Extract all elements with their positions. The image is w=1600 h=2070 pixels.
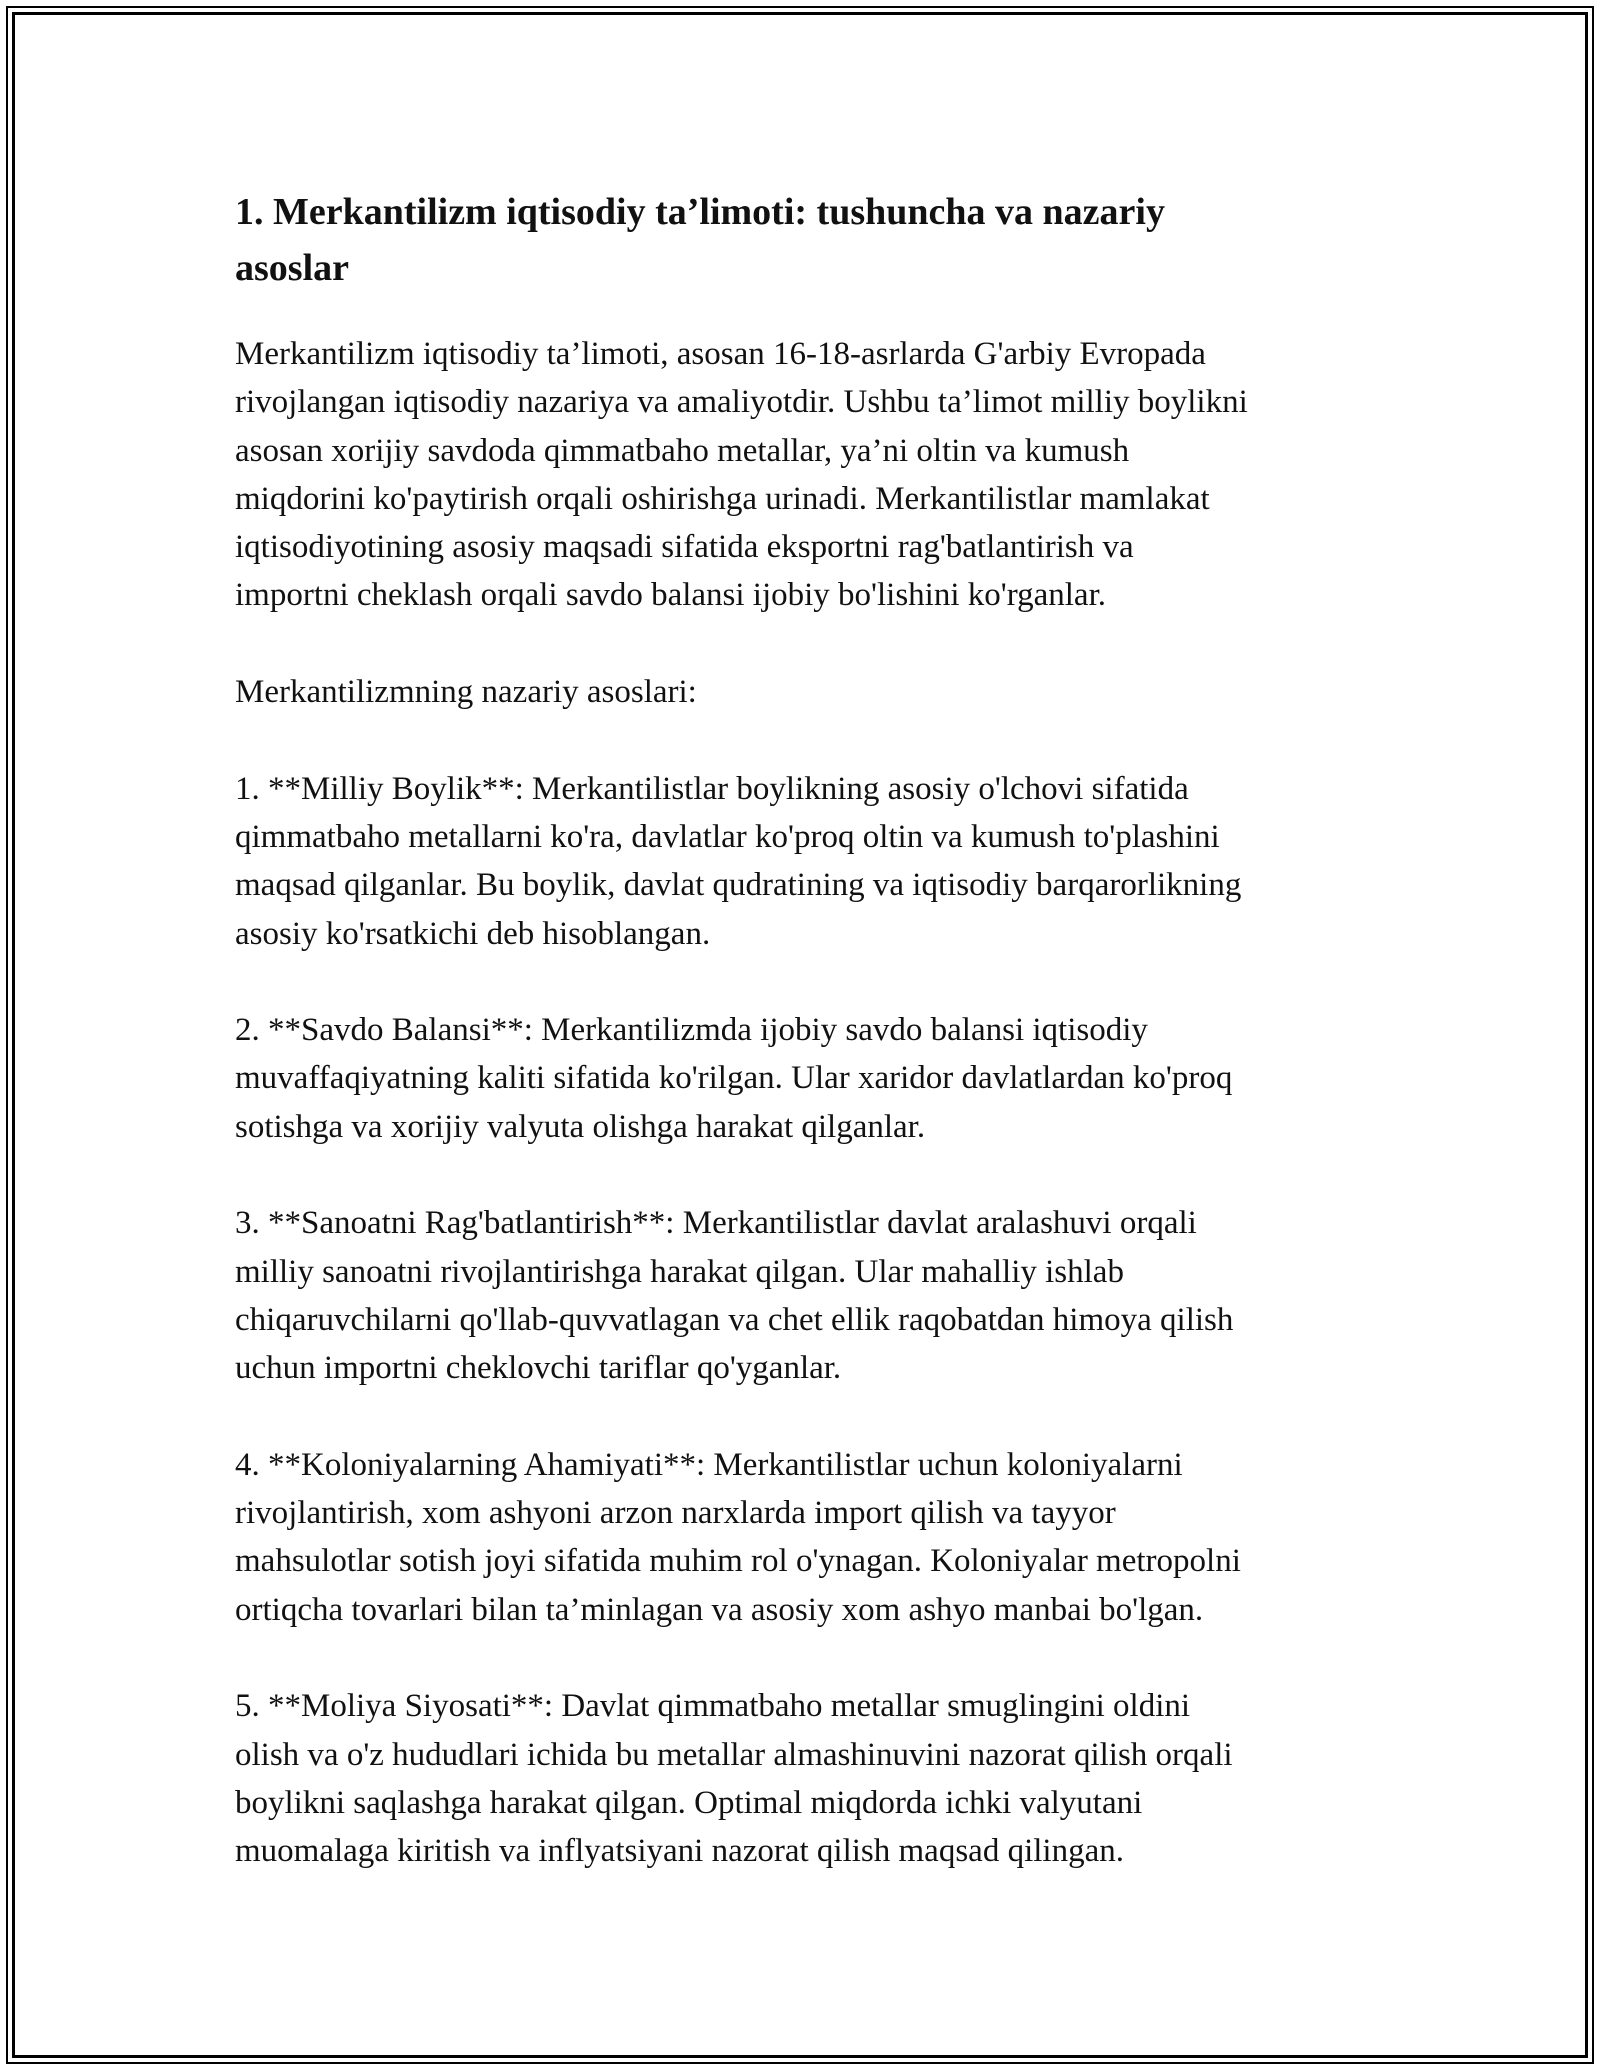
paragraph-gap <box>235 1634 1365 1682</box>
list-item-sanoatni-ragbatlantirish: 3. **Sanoatni Rag'batlantirish**: Merkantilistlar davlat aralashuvi orqali milliy sanoatni rivojlantirishga harakat qilgan. Ular mahalliy ishlab chiqaruvchilarni qo'llab-quvvatlagan va chet ellik raqobatdan himoya qilish uchun importni cheklovchi tariflar qo'yganlar. <box>235 1205 1234 1387</box>
paragraph-gap <box>235 620 1365 668</box>
paragraph-gap <box>235 716 1365 764</box>
page-title: 1. Merkantilizm iqtisodiy ta’limoti: tushuncha va nazariy asoslar <box>235 191 1165 289</box>
intro-paragraph: Merkantilizm iqtisodiy ta’limoti, asosan 16-18-asrlarda G'arbiy Evropada rivojlangan iqtisodiy nazariya va amaliyotdir. Ushbu ta’limot milliy boylikni asosan xorijiy savdoda qimmatbaho metallar, ya’ni oltin va kumush miqdorini ko'paytirish orqali oshirishga urinadi. Merkantilistlar mamlakat iqtisodiyotining asosiy maqsadi sifatida eksportni rag'batlantirish va importni cheklash orqali savdo balansi ijobiy bo'lishini ko'rganlar. <box>235 336 1248 614</box>
paragraph-gap <box>235 958 1365 1006</box>
list-item-koloniyalar: 4. **Koloniyalarning Ahamiyati**: Merkantilistlar uchun koloniyalarni rivojlantirish, xom ashyoni arzon narxlarda import qilish va tayyor mahsulotlar sotish joyi sifatida muhim rol o'ynagan. Koloniyalar metropolni ortiqcha tovarlari bilan ta’minlagan va asosiy xom ashyo manbai bo'lgan. <box>235 1446 1241 1628</box>
list-item-milliy-boylik: 1. **Milliy Boylik**: Merkantilistlar boylikning asosiy o'lchovi sifatida qimmatbaho metallarni ko'ra, davlatlar ko'proq oltin va kumush to'plashini maqsad qilganlar. Bu boylik, davlat qudratining va iqtisodiy barqarorlikning asosiy ko'rsatkichi deb hisoblangan. <box>235 770 1242 952</box>
list-item-moliya-siyosati: 5. **Moliya Siyosati**: Davlat qimmatbaho metallar smuglingini oldini olish va o'z hududlari ichida bu metallar almashinuvini nazorat qilish orqali boylikni saqlashga harakat qilgan. Optimal miqdorda ichki valyutani muomalaga kiritish va inflyatsiyani nazorat qilish maqsad qilingan. <box>235 1688 1233 1870</box>
document-body <box>235 184 1365 1876</box>
list-item-savdo-balansi: 2. **Savdo Balansi**: Merkantilizmda ijobiy savdo balansi iqtisodiy muvaffaqiyatning kaliti sifatida ko'rilgan. Ular xaridor davlatlardan ko'proq sotishga va xorijiy valyuta olishga harakat qilganlar. <box>235 1012 1233 1145</box>
paragraph-gap <box>235 1151 1365 1199</box>
section-heading: Merkantilizmning nazariy asoslari: <box>235 674 697 711</box>
paragraph-gap <box>235 1393 1365 1441</box>
